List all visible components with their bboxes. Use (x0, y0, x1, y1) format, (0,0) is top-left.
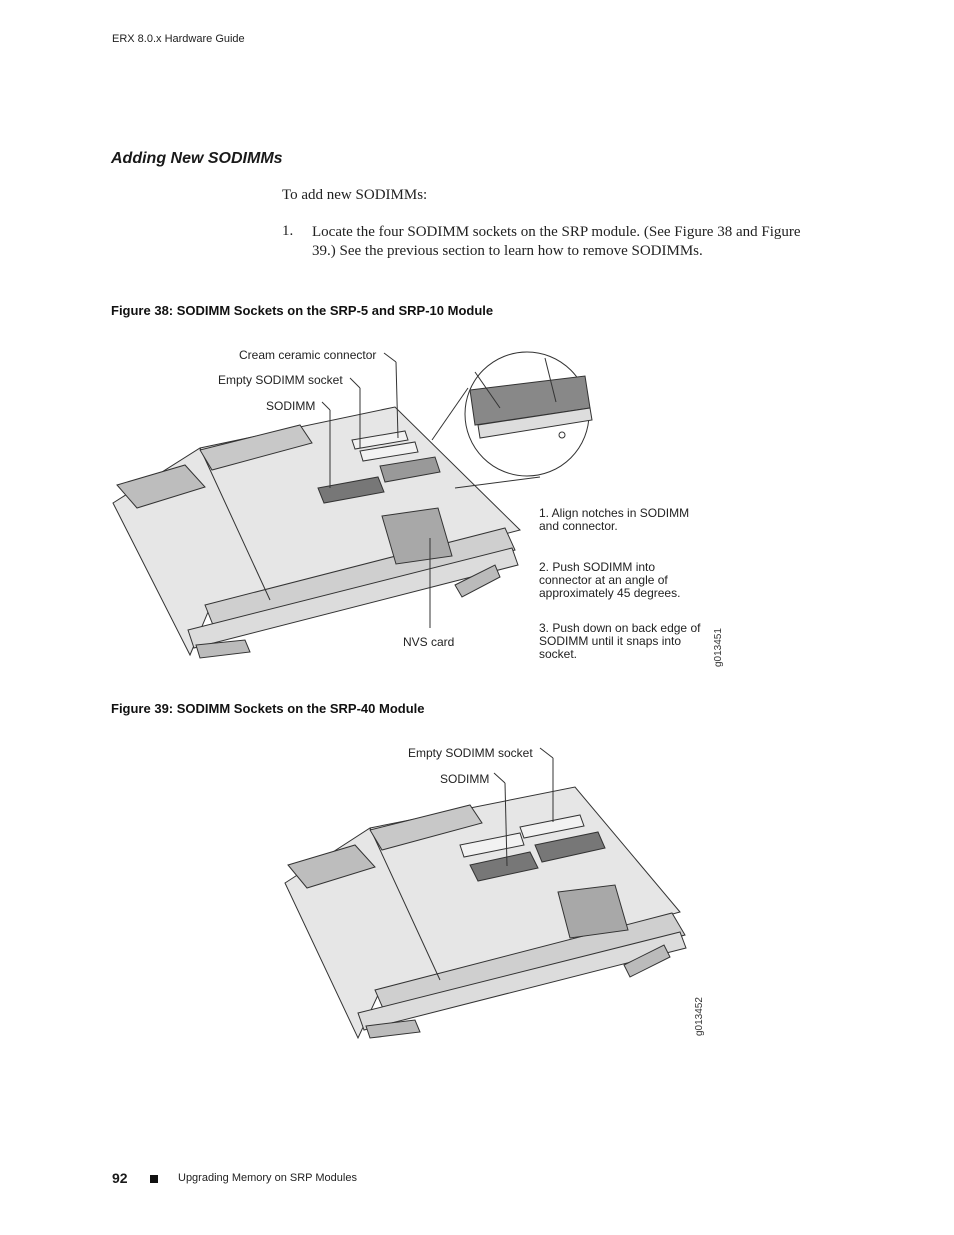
footer-section-name: Upgrading Memory on SRP Modules (178, 1172, 357, 1184)
callout-sodimm: SODIMM (266, 399, 316, 413)
fig39-callout-empty-socket: Empty SODIMM socket (408, 746, 533, 760)
instruction-note-2: 2. Push SODIMM into connector at an angle of approximately 45 degrees. (539, 560, 681, 600)
figure-38-code: g013451 (713, 628, 724, 667)
callout-nvs-card: NVS card (403, 635, 455, 649)
figure-38-caption: Figure 38: SODIMM Sockets on the SRP-5 and SRP-10 Module (111, 303, 494, 318)
callout-cream-connector: Cream ceramic connector (239, 348, 377, 362)
instruction-note-1: 1. Align notches in SODIMM and connector. (539, 506, 690, 533)
srp-board (113, 407, 520, 655)
figure-39-illustration (0, 740, 954, 1050)
figure-39-caption: Figure 39: SODIMM Sockets on the SRP-40 Module (111, 701, 425, 716)
page-number: 92 (112, 1170, 128, 1186)
step-number: 1. (282, 223, 294, 239)
footer-square-bullet (150, 1175, 158, 1183)
figure-38-illustration (0, 330, 954, 680)
callout-empty-socket: Empty SODIMM socket (218, 373, 343, 387)
instruction-note-3: 3. Push down on back edge of SODIMM until it snaps into socket. (539, 621, 701, 661)
intro-text: To add new SODIMMs: (282, 187, 428, 203)
section-title: Adding New SODIMMs (111, 150, 283, 167)
figure-39-code: g013452 (694, 997, 705, 1036)
running-header: ERX 8.0.x Hardware Guide (112, 33, 245, 45)
srp40-nvs-card (558, 885, 628, 938)
fig39-callout-sodimm: SODIMM (440, 772, 490, 786)
step-text: Locate the four SODIMM sockets on the SRP module. (See Figure 38 and Figure 39.) See the previous section to learn how to remove SODIMMs. (312, 224, 801, 259)
